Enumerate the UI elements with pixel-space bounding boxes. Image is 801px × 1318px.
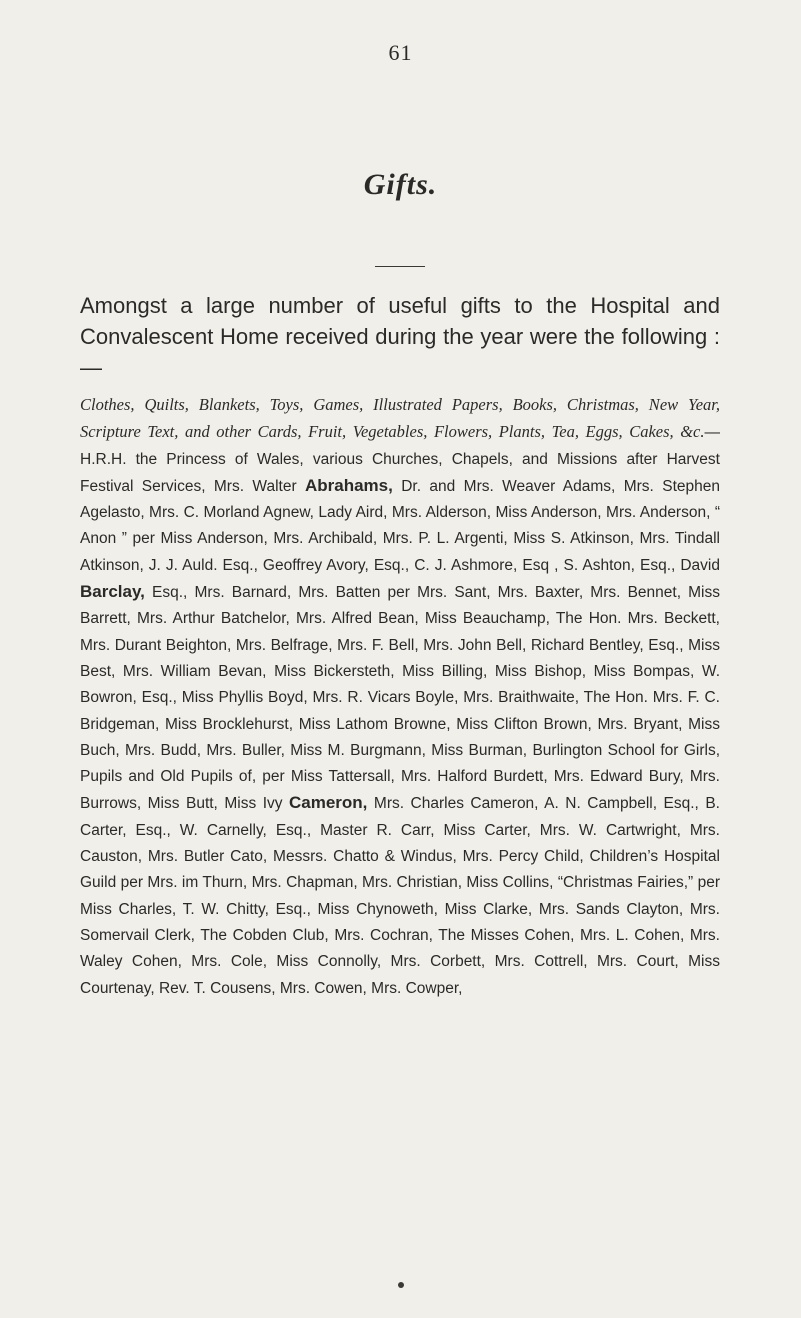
donor-text: Esq., Mrs. Barnard, Mrs. Batten per Mrs. Sant, Mrs. Baxter, Mrs. Bennet, Miss Barrett, Mrs. Arthur Batchelor, Mrs. Alfred Bean, Miss Beauchamp, The Hon. Mrs. Beckett, Mrs. Durant Beighton, Mrs. Belfrage, Mrs. F. Bell, Mrs. John Bell, Richard Bentley, Esq., Miss Best, Mrs. William Bevan, Miss Bickersteth, Miss Billing, Miss Bishop, Miss Bompas, W. Bowron, Esq., Miss Phyllis Boyd, Mrs. R. Vicars Boyle, Mrs. Braithwaite, The Hon. Mrs. F. C. Bridgeman, Miss Brocklehurst, Miss Lathom Browne, Miss Clifton Brown, Mrs. Bryant, Miss Buch, Mrs. Budd, Mrs. Buller, Miss M. Burgmann, Miss Burman, Burlington School for Girls, Pupils and Old Pupils of, per Miss Tattersall, Mrs. Halford Burdett, Mrs. Edward Bury, Mrs. Burrows, Miss Butt, Miss Ivy: [80, 584, 720, 813]
intro-paragraph: Amongst a large number of useful gifts to the Hospital and Convalescent Home received during the year were the following :—: [80, 293, 720, 380]
title-divider: [375, 266, 425, 267]
page-number: 61: [388, 40, 413, 65]
gift-list-paragraph: [80, 392, 720, 1002]
donor-text: Mrs. Charles Cameron, A. N. Campbell, Esq., B. Carter, Esq., W. Carnelly, Esq., Master R. Carr, Miss Carter, Mrs. W. Cartwright, Mrs. Causton, Mrs. Butler Cato, Messrs. Chatto & Windus, Mrs. Percy Child, Children’s Hospital Guild per Mrs. im Thurn, Mrs. Chapman, Mrs. Christian, Miss Collins, “Christmas Fairies,” per Miss Charles, T. W. Chitty, Esq., Miss Chynoweth, Miss Clarke, Mrs. Sands Clayton, Mrs. Somervail Clerk, The Cobden Club, Mrs. Cochran, The Misses Cohen, Mrs. L. Cohen, Mrs. Waley Cohen, Mrs. Cole, Miss Connolly, Mrs. Corbett, Mrs. Cottrell, Mrs. Court, Miss Courtenay, Rev. T. Cousens, Mrs. Cowen, Mrs. Cowper,: [80, 795, 720, 997]
donor-bold-name: Cameron,: [289, 793, 368, 813]
donor-bold-name: Barclay,: [80, 582, 145, 602]
gift-items-italic: Clothes, Quilts, Blankets, Toys, Games, Illustrated Papers, Books, Christmas, New Year, Scripture Text, and other Cards, Fruit, Vegetables, Flowers, Plants, Tea, Eggs, Cakes, &c.: [80, 395, 720, 442]
donor-bold-name: Abrahams,: [304, 475, 393, 495]
page-title: Gifts.: [363, 168, 438, 201]
donor-text: —H.R.H. the Princess of Wales, various Churches, Chapels, and Missions after Harvest Festival Services, Mrs. Walter: [80, 424, 720, 495]
bullet-mark: [398, 1282, 404, 1288]
donor-text: Dr. and Mrs. Weaver Adams, Mrs. Stephen Agelasto, Mrs. C. Morland Agnew, Lady Aird, Mrs. Alderson, Miss Anderson, Mrs. Anderson, “ Anon ” per Miss Anderson, Mrs. Archibald, Mrs. P. L. Argenti, Miss S. Atkinson, Mrs. Tindall Atkinson, J. J. Auld. Esq., Geoffrey Avory, Esq., C. J. Ashmore, Esq , S. Ashton, Esq., David: [80, 477, 720, 574]
